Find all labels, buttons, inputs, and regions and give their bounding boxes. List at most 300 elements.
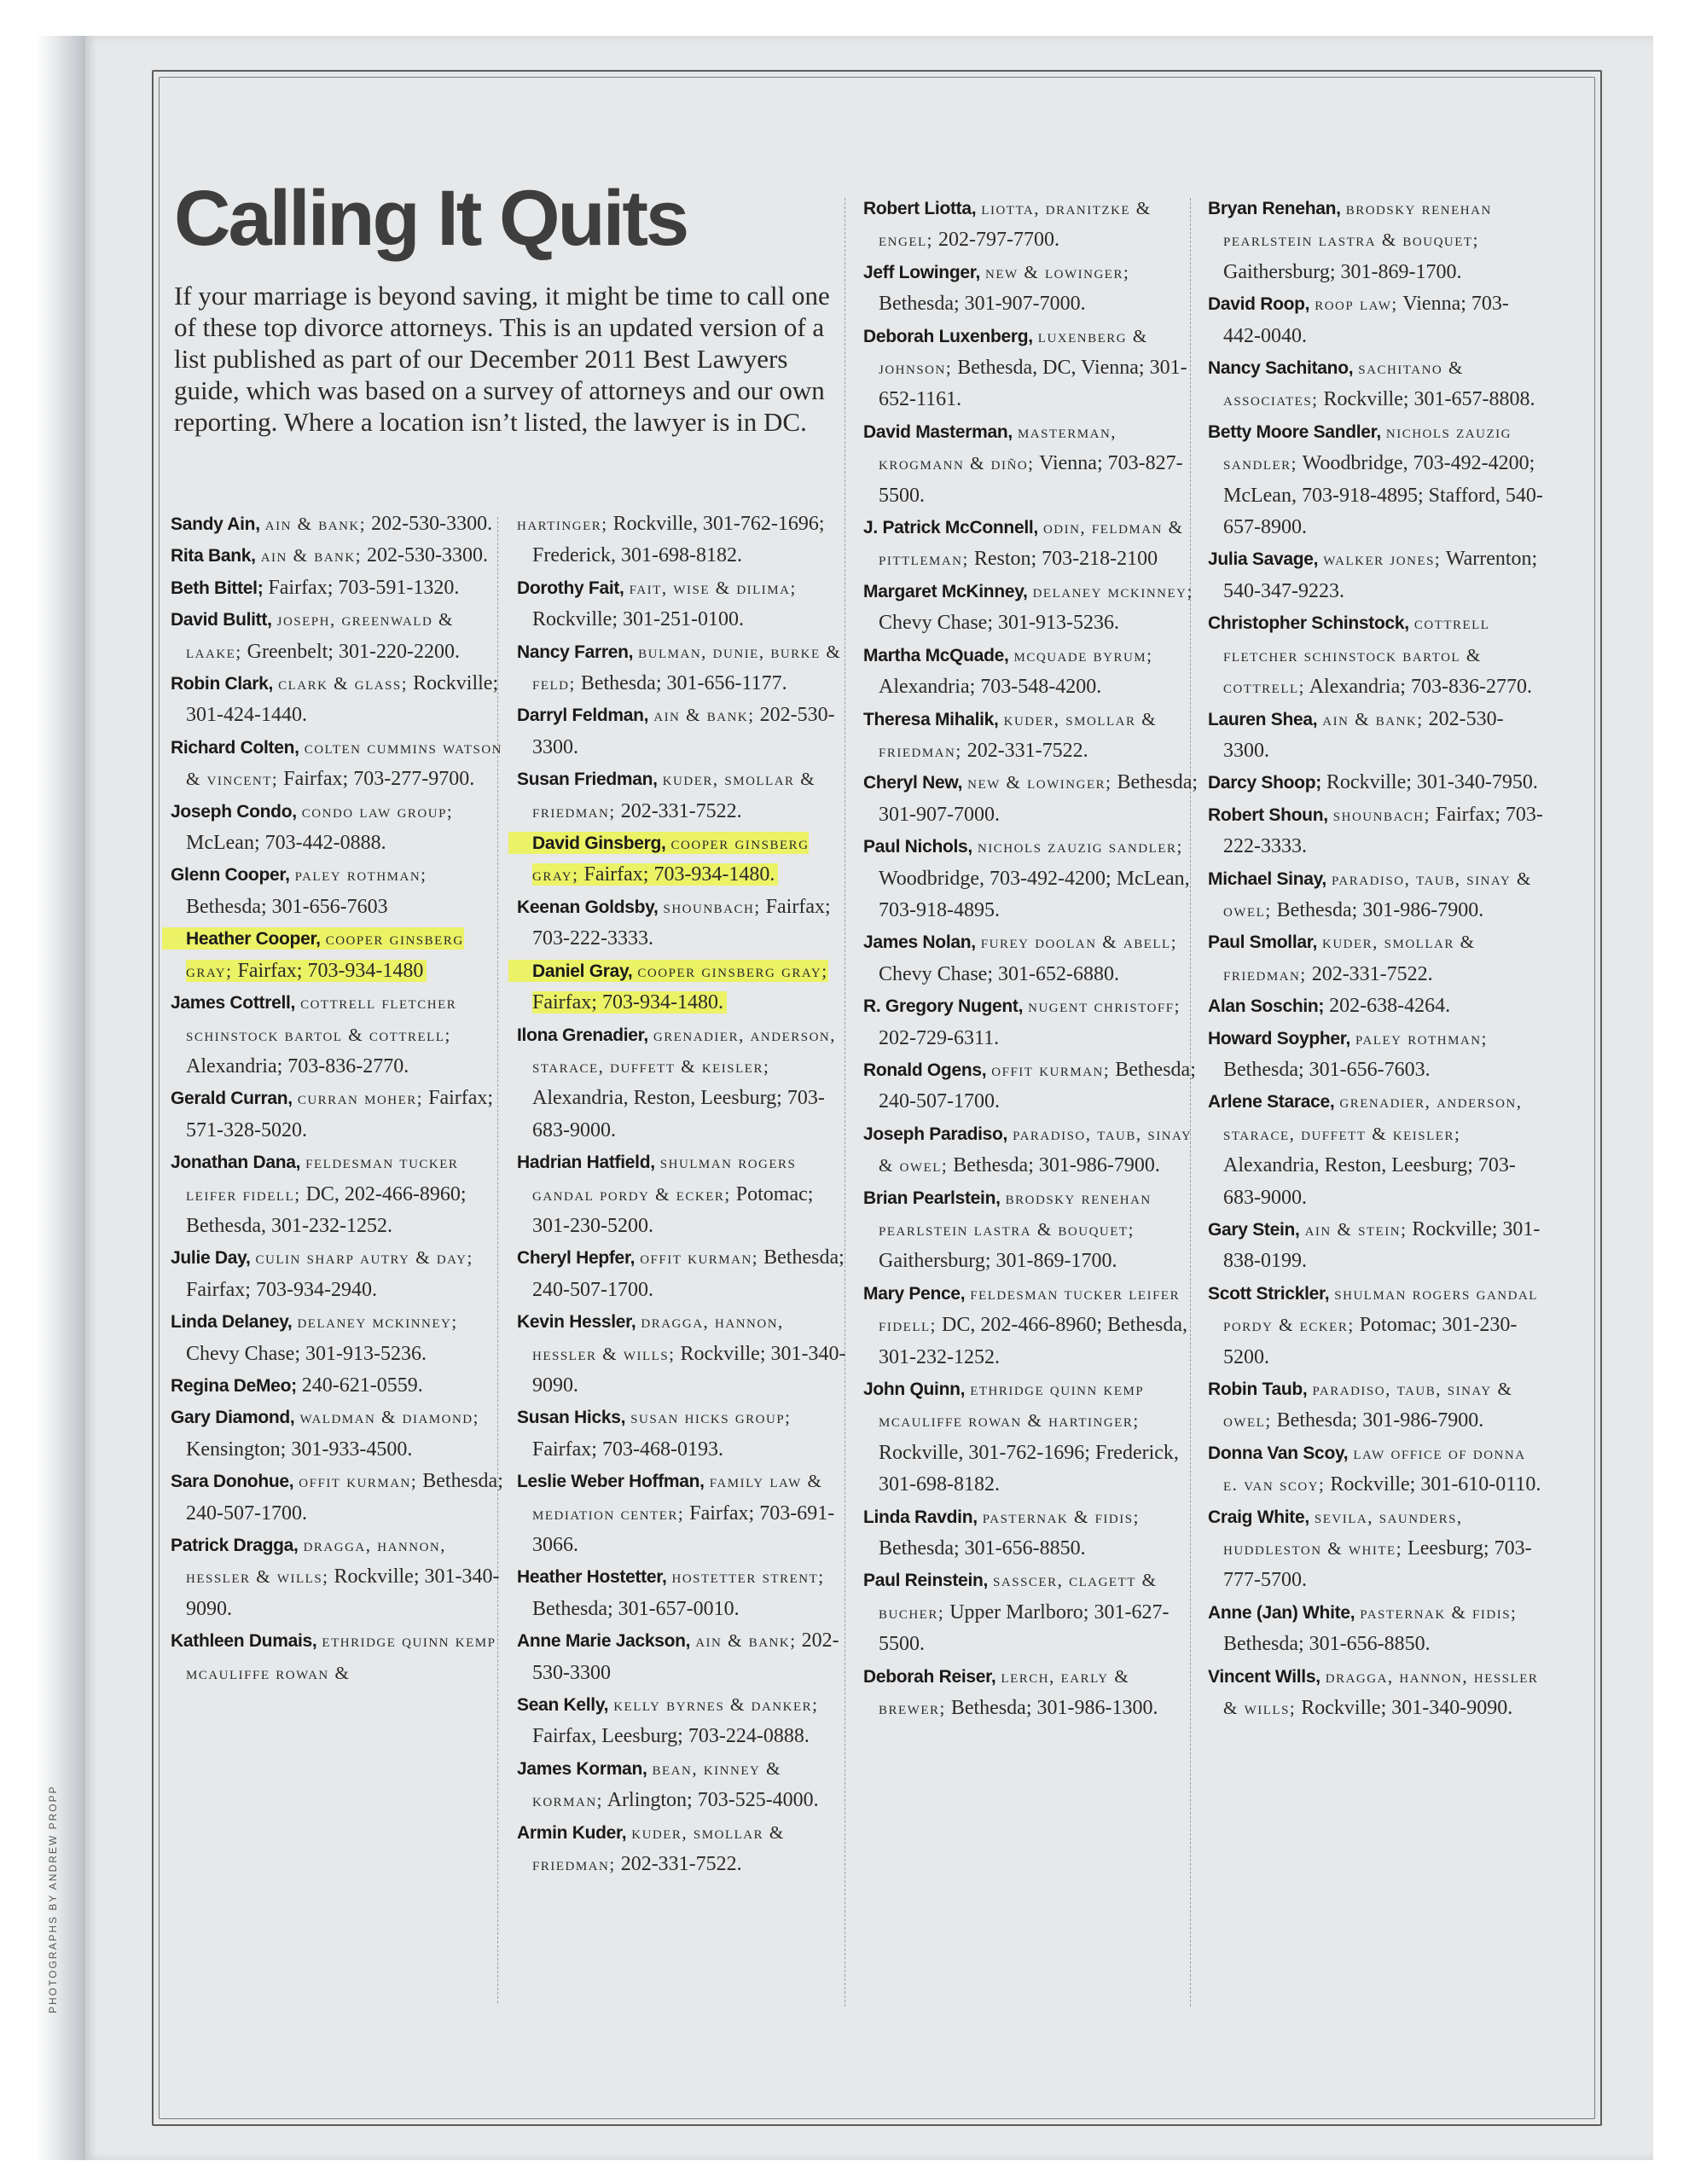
- attorney-name: Jeff Lowinger,: [863, 262, 980, 282]
- attorney-entry: [517, 1466, 854, 1561]
- attorney-entry: [171, 859, 508, 923]
- attorney-name: David Bulitt,: [171, 610, 272, 630]
- attorney-column-2: [517, 508, 854, 1880]
- location-phone: 202-331-7522.: [620, 1853, 742, 1876]
- attorney-entry: [517, 1689, 854, 1753]
- firm-name: susan hicks group;: [630, 1407, 792, 1428]
- attorney-name: Robin Taub,: [1208, 1380, 1308, 1400]
- firm-name: bulman, dunie, burke & feld;: [532, 641, 842, 694]
- attorney-name: Leslie Weber Hoffman,: [517, 1472, 705, 1492]
- location-phone: Rockville; 301-340-9090.: [532, 1342, 846, 1397]
- firm-name: waldman & diamond;: [299, 1407, 479, 1428]
- location-phone: Rockville, 301-762-1696; Frederick, 301-698-8182.: [532, 513, 825, 567]
- attorney-name: David Roop,: [1208, 294, 1310, 315]
- attorney-entry: [863, 704, 1200, 768]
- attorney-name: Keenan Goldsby,: [517, 897, 659, 917]
- attorney-name: Gary Diamond,: [171, 1408, 295, 1428]
- attorney-name: Joseph Paradiso,: [863, 1124, 1008, 1144]
- location-phone: Chevy Chase; 301-913-5236.: [879, 612, 1119, 635]
- firm-name: sasscer, clagett & bucher;: [879, 1570, 1158, 1623]
- attorney-entry: [1208, 1214, 1545, 1278]
- firm-name: delaney mckinney;: [297, 1311, 458, 1333]
- page-title: Calling It Quits: [174, 175, 688, 262]
- attorney-name: Julie Day,: [171, 1248, 251, 1269]
- location-phone: Bethesda; 301-907-7000.: [879, 293, 1086, 316]
- location-phone: Potomac; 301-230-5200.: [532, 1182, 814, 1237]
- firm-name: shulman rogers gandal pordy & ecker;: [1223, 1282, 1538, 1336]
- firm-name: cooper ginsberg gray;: [637, 960, 828, 981]
- location-phone: Fairfax; 703-222-3333.: [1223, 803, 1543, 858]
- location-phone: Bethesda; 301-656-8850.: [879, 1537, 1086, 1560]
- firm-name: clark & glass;: [278, 673, 409, 694]
- attorney-name: Dorothy Fait,: [517, 578, 624, 598]
- attorney-entry: [171, 1625, 508, 1689]
- firm-name: fait, wise & dilima;: [629, 577, 797, 598]
- attorney-entry: [1208, 1278, 1545, 1374]
- attorney-entry: [517, 1625, 854, 1689]
- attorney-name: Martha McQuade,: [863, 645, 1009, 665]
- location-phone: Arlington; 703-525-4000.: [607, 1789, 819, 1812]
- attorney-entry: [863, 257, 1200, 321]
- attorney-entry: [171, 1147, 508, 1242]
- attorney-name: John Quinn,: [863, 1380, 966, 1400]
- firm-name: ain & bank;: [264, 514, 367, 534]
- location-phone: Bethesda; 301-656-7603: [186, 895, 388, 918]
- attorney-entry: [1208, 1502, 1545, 1597]
- location-phone: Fairfax; 703-222-3333.: [532, 895, 831, 950]
- attorney-name: R. Gregory Nugent,: [863, 996, 1024, 1017]
- location-phone: Fairfax; 703-934-1480.: [532, 991, 723, 1014]
- attorney-entry: [517, 636, 854, 700]
- attorney-name: Gerald Curran,: [171, 1089, 293, 1109]
- location-phone: Rockville; 301-340-9090.: [186, 1565, 500, 1620]
- firm-name: cooper ginsberg gray;: [186, 928, 464, 981]
- attorney-name: David Masterman,: [863, 421, 1013, 442]
- attorney-entry: [863, 640, 1200, 704]
- location-phone: Bethesda; 301-986-7900.: [1276, 898, 1484, 921]
- attorney-name: Mary Pence,: [863, 1283, 966, 1304]
- firm-name: law office of donna e. van scoy;: [1223, 1442, 1526, 1496]
- location-phone: Fairfax; 703-934-2940.: [186, 1278, 377, 1301]
- attorney-entry: [517, 892, 854, 956]
- attorney-entry: [171, 1242, 508, 1306]
- location-phone: DC, 202-466-8960; Bethesda, 301-232-1252.: [186, 1182, 467, 1237]
- firm-name: ain & bank;: [695, 1630, 797, 1652]
- firm-name: paradiso, taub, sinay & owel;: [879, 1123, 1193, 1176]
- location-phone: 202-729-6311.: [879, 1026, 1000, 1049]
- location-phone: Bethesda; 301-656-7603.: [1223, 1058, 1431, 1081]
- firm-name: paradiso, taub, sinay & owel;: [1223, 868, 1532, 921]
- attorney-name: Arlene Starace,: [1208, 1092, 1335, 1112]
- location-phone: Leesburg; 703-777-5700.: [1223, 1537, 1532, 1592]
- attorney-entry: [863, 1054, 1200, 1118]
- firm-name: shounbach;: [663, 896, 761, 917]
- attorney-entry: [1208, 352, 1545, 416]
- firm-name: grenadier, anderson, starace, duffett & keisler;: [1223, 1091, 1523, 1144]
- attorney-name: Christopher Schinstock,: [1208, 613, 1409, 634]
- attorney-name: Rita Bank,: [171, 546, 256, 566]
- location-phone: Bethesda; 301-986-7900.: [1276, 1409, 1484, 1432]
- attorney-entry: [1208, 288, 1545, 352]
- location-phone: Bethesda; 301-986-7900.: [953, 1154, 1160, 1177]
- location-phone: Bethesda; 301-986-1300.: [950, 1697, 1158, 1720]
- location-phone: DC, 202-466-8960; Bethesda, 301-232-1252.: [879, 1314, 1187, 1368]
- location-phone: Fairfax; 703-934-1480.: [583, 863, 775, 886]
- location-phone: Woodbridge, 703-492-4200; McLean, 703-918-4895.: [879, 867, 1190, 921]
- attorney-name: Joseph Condo,: [171, 801, 297, 822]
- attorney-entry: [1208, 1086, 1545, 1214]
- attorney-name: Betty Moore Sandler,: [1208, 421, 1381, 442]
- location-phone: Rockville; 301-340-7950.: [1326, 771, 1538, 794]
- location-phone: Chevy Chase; 301-652-6880.: [879, 962, 1119, 985]
- attorney-name: Margaret McKinney,: [863, 581, 1028, 601]
- firm-name: bean, kinney & korman;: [532, 1757, 781, 1811]
- attorney-entry: [517, 1817, 854, 1881]
- location-phone: Vienna; 703-442-0040.: [1223, 293, 1509, 347]
- attorney-entry: [517, 700, 854, 764]
- firm-name: pasternak & fidis;: [1360, 1601, 1518, 1623]
- firm-name: joseph, greenwald & laake;: [186, 609, 454, 662]
- highlighter-mark: [508, 832, 809, 886]
- firm-name: family law & mediation center;: [532, 1471, 823, 1524]
- attorney-column-4: [1208, 193, 1545, 1725]
- location-phone: McLean; 703-442-0888.: [186, 832, 386, 855]
- location-phone: 202-530-3300.: [1223, 707, 1504, 762]
- location-phone: Bethesda; 301-656-1177.: [580, 672, 787, 695]
- attorney-entry: [517, 1402, 854, 1466]
- location-phone: Kensington; 301-933-4500.: [186, 1438, 413, 1461]
- location-phone: Rockville; 301-251-0100.: [532, 608, 744, 631]
- location-phone: Gaithersburg; 301-869-1700.: [879, 1250, 1117, 1273]
- attorney-name: Anne (Jan) White,: [1208, 1602, 1355, 1623]
- attorney-name: Kevin Hessler,: [517, 1312, 636, 1333]
- firm-name: kuder, smollar & friedman;: [1223, 932, 1476, 985]
- firm-name: ethridge quinn kemp mcauliffe rowan & hartinger;: [879, 1379, 1145, 1432]
- attorney-entry: [171, 1530, 508, 1625]
- attorney-entry: [1208, 863, 1545, 927]
- location-phone: Fairfax; 703-934-1480: [237, 959, 424, 982]
- attorney-entry: [1208, 704, 1545, 768]
- attorney-name: Regina DeMeo;: [171, 1375, 297, 1396]
- firm-name: luxenberg & johnson;: [879, 325, 1148, 379]
- firm-name: offit kurman;: [640, 1247, 759, 1269]
- location-phone: 202-530-3300: [532, 1629, 839, 1684]
- attorney-entry: [517, 1561, 854, 1625]
- attorney-name: Michael Sinay,: [1208, 868, 1326, 889]
- location-phone: Warrenton; 540-347-9223.: [1223, 548, 1538, 602]
- firm-name: new & lowinger;: [985, 261, 1130, 282]
- location-phone: Alexandria, Reston, Leesburg; 703-683-9000.: [1223, 1154, 1516, 1209]
- attorney-entry: [171, 604, 508, 668]
- attorney-entry: [1208, 607, 1545, 703]
- firm-name: nichols zauzig sandler;: [1223, 421, 1512, 474]
- firm-name: offit kurman;: [991, 1059, 1111, 1080]
- attorney-name: James Korman,: [517, 1758, 647, 1779]
- attorney-name: Bryan Renehan,: [1208, 199, 1341, 218]
- attorney-entry: [1208, 193, 1545, 288]
- attorney-entry: [517, 1753, 854, 1817]
- firm-name: roop law;: [1315, 293, 1398, 315]
- attorney-entry: [171, 1402, 508, 1466]
- location-phone: Vienna; 703-827-5500.: [879, 452, 1183, 507]
- attorney-entry: [863, 831, 1200, 926]
- attorney-name: Lauren Shea,: [1208, 709, 1318, 729]
- location-phone: Bethesda; 240-507-1700.: [186, 1470, 503, 1525]
- attorney-name: Heather Hostetter,: [517, 1567, 667, 1588]
- attorney-name: Richard Colten,: [171, 737, 299, 758]
- attorney-name: Craig White,: [1208, 1507, 1309, 1527]
- location-phone: Gaithersburg; 301-869-1700.: [1223, 260, 1462, 283]
- firm-name: feldesman tucker leifer fidell;: [879, 1282, 1181, 1336]
- attorney-entry: [1208, 990, 1545, 1022]
- highlighter-mark: [508, 960, 828, 1014]
- location-phone: Chevy Chase; 301-913-5236.: [186, 1342, 427, 1365]
- attorney-entry: [1208, 1374, 1545, 1438]
- firm-name: liotta, dranitzke & engel;: [879, 198, 1152, 251]
- firm-name: pasternak & fidis;: [982, 1506, 1140, 1527]
- attorney-entry: [171, 572, 508, 604]
- location-phone: Upper Marlboro; 301-627-5500.: [879, 1600, 1170, 1656]
- location-phone: Rockville; 301-340-9090.: [1301, 1697, 1513, 1720]
- firm-name: hostetter strent;: [671, 1566, 825, 1588]
- attorney-entry: [171, 1370, 508, 1402]
- firm-name: ain & stein;: [1304, 1219, 1408, 1240]
- attorney-name: Deborah Luxenberg,: [863, 326, 1033, 346]
- attorney-entry: [171, 508, 508, 540]
- attorney-name: Armin Kuder,: [517, 1822, 627, 1843]
- attorney-entry: [171, 1083, 508, 1147]
- location-phone: Alexandria, Reston, Leesburg; 703-683-9000.: [532, 1087, 825, 1141]
- location-phone: Reston; 703-218-2100: [973, 548, 1158, 571]
- attorney-name: Kathleen Dumais,: [171, 1631, 317, 1652]
- attorney-name: Julia Savage,: [1208, 549, 1319, 570]
- firm-name: mcquade byrum;: [1013, 644, 1153, 665]
- attorney-entry: [863, 321, 1200, 416]
- attorney-name: Deborah Reiser,: [863, 1666, 996, 1687]
- attorney-entry: [171, 796, 508, 860]
- attorney-entry: [1208, 767, 1545, 799]
- attorney-name: Darcy Shoop;: [1208, 773, 1321, 793]
- location-phone: Alexandria; 703-836-2770.: [1309, 676, 1532, 699]
- firm-name: new & lowinger;: [967, 772, 1112, 793]
- location-phone: Rockville; 301-424-1440.: [186, 672, 499, 727]
- firm-name: dragga, hannon, hessler & wills;: [532, 1311, 784, 1364]
- attorney-name: Susan Friedman,: [517, 770, 658, 790]
- firm-name: cooper ginsberg gray;: [532, 833, 810, 886]
- attorney-name: Beth Bittel;: [171, 578, 264, 598]
- location-phone: Fairfax; 571-328-5020.: [186, 1087, 494, 1141]
- location-phone: Bethesda; 301-907-7000.: [879, 771, 1199, 826]
- location-phone: Rockville; 301-610-0110.: [1330, 1473, 1541, 1496]
- firm-name: furey doolan & abell;: [980, 932, 1178, 953]
- attorney-entry: [863, 926, 1200, 990]
- attorney-column-3: [863, 193, 1200, 1725]
- firm-name: ain & bank;: [653, 705, 755, 726]
- firm-name: nugent christoff;: [1028, 996, 1181, 1017]
- firm-name: odin, feldman & pittleman;: [879, 517, 1184, 570]
- attorney-entry: [863, 1374, 1200, 1502]
- location-phone: Woodbridge, 703-492-4200; McLean, 703-918-4895; Stafford, 540-657-8900.: [1223, 452, 1543, 539]
- attorney-entry: [171, 668, 508, 732]
- location-phone: 202-530-3300.: [371, 513, 493, 535]
- location-phone: Rockville, 301-762-1696; Frederick, 301-698-8182.: [879, 1441, 1179, 1496]
- firm-name: offit kurman;: [299, 1471, 418, 1492]
- attorney-name: Cheryl Hepfer,: [517, 1248, 636, 1269]
- location-phone: Bethesda; 240-507-1700.: [532, 1246, 844, 1301]
- firm-name: paradiso, taub, sinay & owel;: [1223, 1379, 1513, 1432]
- attorney-entry: [863, 1278, 1200, 1374]
- attorney-name: Scott Strickler,: [1208, 1283, 1330, 1304]
- photo-credit: PHOTOGRAPHS BY ANDREW PROPP: [47, 1785, 59, 2013]
- location-phone: Fairfax, Leesburg; 703-224-0888.: [532, 1725, 810, 1748]
- attorney-name: Heather Cooper,: [186, 929, 321, 950]
- firm-name: paley rothman;: [294, 864, 427, 886]
- location-phone: Potomac; 301-230-5200.: [1223, 1314, 1518, 1368]
- attorney-entry: [1208, 926, 1545, 990]
- attorney-name: J. Patrick McConnell,: [863, 518, 1038, 538]
- location-phone: Fairfax; 703-468-0193.: [532, 1438, 723, 1461]
- location-phone: 202-797-7700.: [938, 229, 1059, 252]
- attorney-name: Paul Nichols,: [863, 837, 972, 857]
- location-phone: 202-331-7522.: [620, 799, 742, 822]
- attorney-entry: [863, 990, 1200, 1054]
- firm-name: colten cummins watson & vincent;: [186, 736, 502, 790]
- firm-name: feldesman tucker leifer fidell;: [186, 1152, 459, 1205]
- attorney-entry: [517, 1147, 854, 1242]
- attorney-name: Gary Stein,: [1208, 1220, 1300, 1240]
- attorney-name: Robert Liotta,: [863, 199, 977, 218]
- firm-name: ethridge quinn kemp mcauliffe rowan &: [186, 1630, 496, 1683]
- attorney-entry: [1208, 1023, 1545, 1087]
- attorney-name: Daniel Gray,: [532, 961, 633, 981]
- attorney-entry: [1208, 1597, 1545, 1661]
- attorney-name: James Cottrell,: [171, 993, 296, 1014]
- location-phone: 202-638-4264.: [1329, 995, 1451, 1018]
- attorney-entry: [1208, 1438, 1545, 1502]
- firm-name: kuder, smollar & friedman;: [879, 708, 1158, 761]
- firm-name: shounbach;: [1332, 804, 1431, 825]
- attorney-name: Ronald Ogens,: [863, 1060, 987, 1080]
- attorney-entry: [171, 1466, 508, 1530]
- location-phone: Rockville; 301-838-0199.: [1223, 1218, 1541, 1273]
- location-phone: 240-621-0559.: [301, 1374, 423, 1397]
- attorney-entry: [517, 956, 854, 1019]
- firm-name: nichols zauzig sandler;: [977, 836, 1183, 857]
- attorney-entry: [863, 1182, 1200, 1278]
- location-phone: Fairfax; 703-277-9700.: [283, 768, 475, 791]
- attorney-entry: [863, 1502, 1200, 1565]
- attorney-entry: [517, 764, 854, 828]
- attorney-name: Sean Kelly,: [517, 1695, 609, 1716]
- attorney-name: Donna Van Scoy,: [1208, 1443, 1349, 1463]
- attorney-name: Linda Delaney,: [171, 1312, 293, 1333]
- attorney-name: Robin Clark,: [171, 674, 274, 694]
- attorney-entry: [1208, 543, 1545, 607]
- location-phone: Bethesda, DC, Vienna; 301-652-1161.: [879, 357, 1187, 411]
- attorney-entry: [517, 508, 854, 572]
- attorney-name: Alan Soschin;: [1208, 996, 1325, 1017]
- attorney-name: Ilona Grenadier,: [517, 1025, 648, 1045]
- firm-name: brodsky renehan pearlstein lastra & bouquet;: [1223, 198, 1492, 251]
- firm-name: shulman rogers gandal pordy & ecker;: [532, 1152, 797, 1205]
- firm-name: lerch, early & brewer;: [879, 1665, 1130, 1719]
- attorney-entry: [1208, 799, 1545, 863]
- location-phone: Fairfax; 703-591-1320.: [268, 576, 460, 599]
- attorney-entry: [863, 767, 1200, 831]
- attorney-name: Hadrian Hatfield,: [517, 1153, 655, 1173]
- attorney-name: Vincent Wills,: [1208, 1666, 1320, 1687]
- location-phone: Bethesda; 301-657-0010.: [532, 1597, 740, 1620]
- location-phone: Alexandria; 703-548-4200.: [879, 676, 1102, 699]
- attorney-entry: [863, 512, 1200, 576]
- firm-name: sachitano & associates;: [1223, 357, 1464, 410]
- firm-name: dragga, hannon, hessler & wills;: [1223, 1665, 1539, 1719]
- location-phone: Rockville; 301-657-8808.: [1323, 388, 1535, 411]
- attorney-entry: [863, 416, 1200, 512]
- firm-name: grenadier, anderson, starace, duffett & keisler;: [532, 1024, 837, 1077]
- firm-name: ain & bank;: [260, 545, 363, 566]
- firm-name: masterman, krogmann & diño;: [879, 421, 1117, 474]
- firm-name: kuder, smollar & friedman;: [532, 1821, 785, 1875]
- attorney-name: Susan Hicks,: [517, 1408, 626, 1428]
- attorney-column-1: [171, 508, 508, 1689]
- attorney-entry: [171, 1306, 508, 1370]
- attorney-name: Nancy Sachitano,: [1208, 358, 1354, 379]
- location-phone: Bethesda; 240-507-1700.: [879, 1058, 1196, 1113]
- attorney-entry: [517, 1242, 854, 1306]
- attorney-entry: [863, 1565, 1200, 1660]
- highlighter-mark: [162, 927, 464, 981]
- firm-name: hartinger;: [517, 514, 608, 534]
- attorney-name: Theresa Mihalik,: [863, 709, 999, 729]
- location-phone: 202-530-3300.: [532, 704, 835, 758]
- attorney-name: Brian Pearlstein,: [863, 1188, 1001, 1208]
- attorney-name: Sara Donohue,: [171, 1472, 294, 1492]
- attorney-name: Howard Soypher,: [1208, 1028, 1351, 1048]
- attorney-name: Linda Ravdin,: [863, 1507, 978, 1527]
- attorney-name: James Nolan,: [863, 932, 976, 953]
- location-phone: Fairfax; 703-691-3066.: [532, 1502, 835, 1556]
- location-phone: 202-331-7522.: [966, 739, 1088, 762]
- attorney-entry: [863, 1118, 1200, 1182]
- attorney-entry: [517, 828, 854, 892]
- attorney-entry: [517, 572, 854, 636]
- location-phone: Alexandria; 703-836-2770.: [186, 1054, 409, 1077]
- attorney-name: Darryl Feldman,: [517, 706, 649, 726]
- firm-name: brodsky renehan pearlstein lastra & bouquet;: [879, 1187, 1152, 1240]
- firm-name: delaney mckinney;: [1032, 580, 1193, 601]
- firm-name: condo law group;: [301, 800, 454, 822]
- attorney-entry: [863, 193, 1200, 257]
- attorney-name: Anne Marie Jackson,: [517, 1631, 691, 1652]
- attorney-entry: [171, 923, 508, 987]
- attorney-name: David Ginsberg,: [532, 834, 666, 854]
- attorney-entry: [1208, 416, 1545, 544]
- attorney-name: Jonathan Dana,: [171, 1153, 301, 1173]
- firm-name: kuder, smollar & friedman;: [532, 769, 816, 822]
- attorney-entry: [517, 1306, 854, 1402]
- location-phone: 202-331-7522.: [1311, 962, 1433, 985]
- attorney-name: Cheryl New,: [863, 773, 963, 793]
- firm-name: cottrell fletcher schinstock bartol & cottrell;: [1223, 613, 1490, 698]
- attorney-name: Patrick Dragga,: [171, 1536, 299, 1555]
- attorney-name: Paul Reinstein,: [863, 1571, 989, 1591]
- location-phone: Bethesda; 301-656-8850.: [1223, 1633, 1431, 1656]
- firm-name: cottrell fletcher schinstock bartol & cottrell;: [186, 992, 457, 1045]
- attorney-entry: [171, 732, 508, 796]
- attorney-name: Robert Shoun,: [1208, 804, 1328, 825]
- attorney-entry: [171, 987, 508, 1083]
